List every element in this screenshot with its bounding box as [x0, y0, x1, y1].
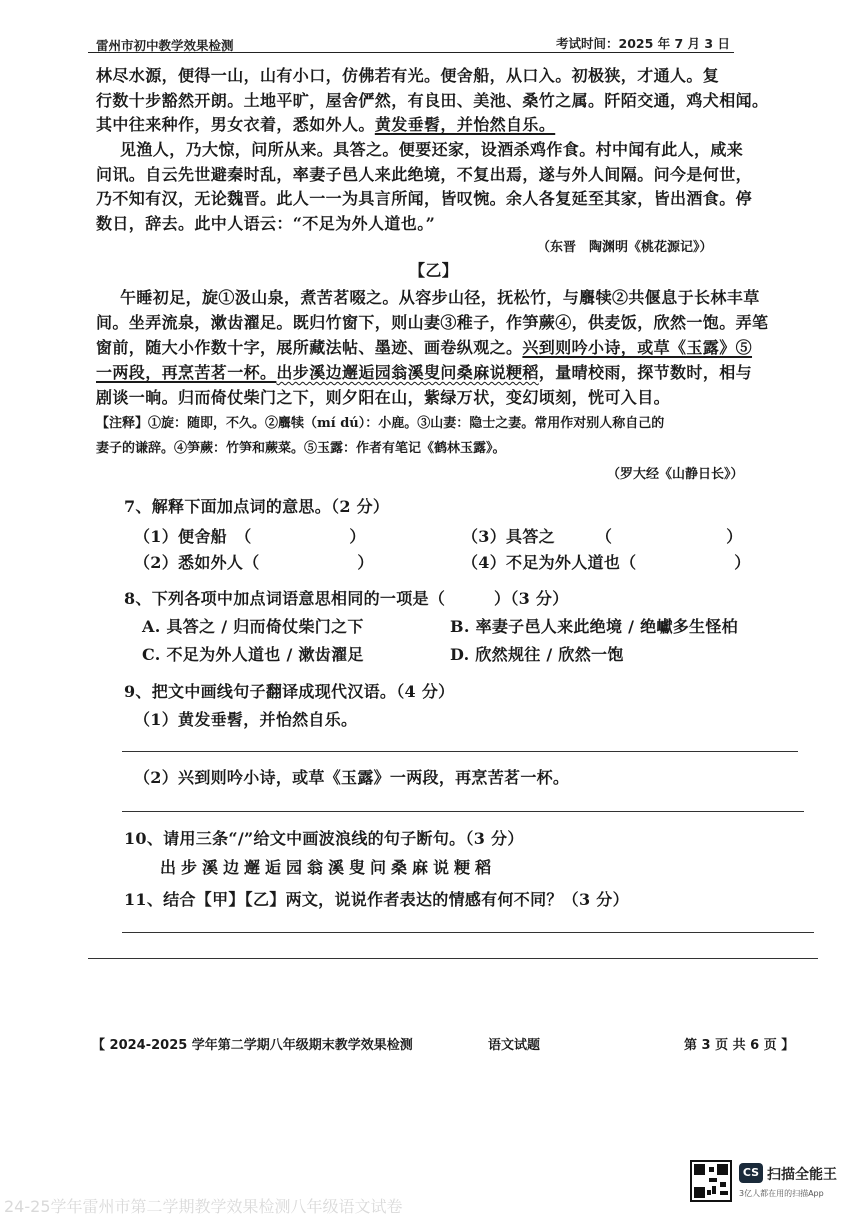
question-9-sentence-2: （2）兴到则吟小诗，或草《玉露》一两段，再烹苦茗一杯。: [134, 768, 570, 787]
answer-line: [122, 811, 804, 812]
underlined-sentence-1: 黄发垂髫，并怡然自乐。: [374, 115, 556, 134]
passage-text: ，量晴校雨，探节数时，相与: [538, 363, 753, 382]
exam-date: 考试时间：2025 年 7 月 3 日: [556, 36, 730, 51]
question-7-stem: 7、解释下面加点词的意思。（2 分）: [124, 497, 390, 516]
passage-line: 剧谈一晌。归而倚仗柴门之下，则夕阳在山，紫绿万状，变幻顷刻，恍可入目。: [96, 388, 671, 407]
underlined-sentence-2: 兴到则吟小诗，或草《玉露》⑤: [522, 338, 753, 357]
header-divider: [88, 52, 734, 53]
passage-line: [96, 360, 752, 383]
document-watermark: 24-25学年雷州市第二学期教学效果检测八年级语文试卷: [4, 1197, 403, 1216]
passage-line: [96, 112, 555, 135]
passage-line: [96, 335, 752, 358]
question-10-stem: 10、请用三条“/”给文中画波浪线的句子断句。（3 分）: [124, 829, 524, 848]
passage-line: 见渔人，乃大惊，问所从来。具答之。便要还家，设酒杀鸡作食。村中闻有此人，咸来: [120, 140, 744, 159]
footer-page-number: 第 3 页 共 6 页 】: [684, 1038, 795, 1053]
question-8-option-c: C. 不足为外人道也 / 漱齿濯足: [142, 645, 364, 664]
question-7-item: （4）不足为外人道也（ ）: [462, 553, 751, 572]
question-7-item: （3）具答之 （ ）: [462, 527, 743, 546]
question-11-stem: 11、结合【甲】【乙】两文，说说作者表达的情感有何不同？（3 分）: [124, 890, 629, 909]
passage-line: 问讯。自云先世避秦时乱，率妻子邑人来此绝境，不复出焉，遂与外人间隔。问今是何世，: [96, 165, 753, 184]
passage-line: 行数十步豁然开朗。土地平旷，屋舍俨然，有良田、美池、桑竹之属。阡陌交通，鸡犬相闻。: [96, 91, 769, 110]
question-7-item: （2）悉如外人（ ）: [134, 553, 374, 572]
question-8-option-a: A. 具答之 / 归而倚仗柴门之下: [142, 617, 364, 636]
footer-subject: 语文试题: [488, 1038, 541, 1053]
wavy-sentence: 出步溪边邂逅园翁溪叟问桑麻说粳稻: [276, 363, 539, 382]
answer-line: [88, 958, 818, 959]
passage-line: 数日，辞去。此中人语云：“不足为外人道也。”: [96, 214, 436, 233]
answer-line: [122, 751, 798, 752]
passage-source: （东晋 陶渊明《桃花源记》）: [537, 240, 713, 255]
answer-line: [122, 932, 814, 933]
passage-source: （罗大经《山静日长》）: [607, 467, 744, 482]
question-8-option-d: D. 欣然规往 / 欣然一饱: [450, 645, 624, 664]
passage-line: 午睡初足，旋①汲山泉，煮苦茗啜之。从容步山径，抚松竹，与麛犊②共偃息于长林丰草: [120, 288, 760, 307]
passage-text: 其中往来种作，男女衣着，悉如外人。: [96, 115, 375, 134]
passage-line: 间。坐弄流泉，漱齿濯足。既归竹窗下，则山妻③稚子，作笋蕨④，供麦饭，欣然一饱。弄笔: [96, 313, 769, 332]
qr-code-icon: [690, 1160, 732, 1202]
question-8-stem: 8、下列各项中加点词语意思相同的一项是（ ）（3 分）: [124, 589, 569, 608]
exam-header-title: 雷州市初中教学效果检测: [96, 38, 234, 53]
annotation-line: 妻子的谦辞。④笋蕨：竹笋和蕨菜。⑤玉露：作者有笔记《鹤林玉露》。: [96, 441, 506, 456]
footer-exam-name: 【 2024-2025 学年第二学期八年级期末教学效果检测: [92, 1038, 413, 1053]
question-8-option-b: B. 率妻子邑人来此绝境 / 绝巘多生怪柏: [450, 617, 738, 636]
passage-title: 【乙】: [409, 261, 459, 280]
annotation-line: 【注释】①旋：随即，不久。②麛犊（mí dú）：小鹿。③山妻：隐士之妻。常用作对别人称自己的: [96, 416, 665, 431]
question-10-sentence: 出步溪边邂逅园翁溪叟问桑麻说粳稻: [160, 858, 497, 877]
passage-line: 林尽水源，便得一山，山有小口，仿佛若有光。便舍船，从口入。初极狭，才通人。复: [96, 66, 720, 85]
question-9-stem: 9、把文中画线句子翻译成现代汉语。（4 分）: [124, 682, 455, 701]
scanner-app-name: 扫描全能王: [767, 1167, 837, 1183]
underlined-sentence-2-cont: 一两段，再烹苦茗一杯。: [96, 363, 277, 382]
question-7-item: （1）便舍船 （ ）: [134, 527, 366, 546]
camscanner-logo-icon: CS: [739, 1163, 763, 1183]
scanner-app-tagline: 3亿人都在用的扫描App: [739, 1189, 824, 1198]
question-9-sentence-1: （1）黄发垂髫，并怡然自乐。: [134, 710, 358, 729]
passage-text: 窗前，随大小作数十字，展所藏法帖、墨迹、画卷纵观之。: [96, 338, 523, 357]
passage-line: 乃不知有汉，无论魏晋。此人一一为具言所闻，皆叹惋。余人各复延至其家，皆出酒食。停: [96, 189, 753, 208]
